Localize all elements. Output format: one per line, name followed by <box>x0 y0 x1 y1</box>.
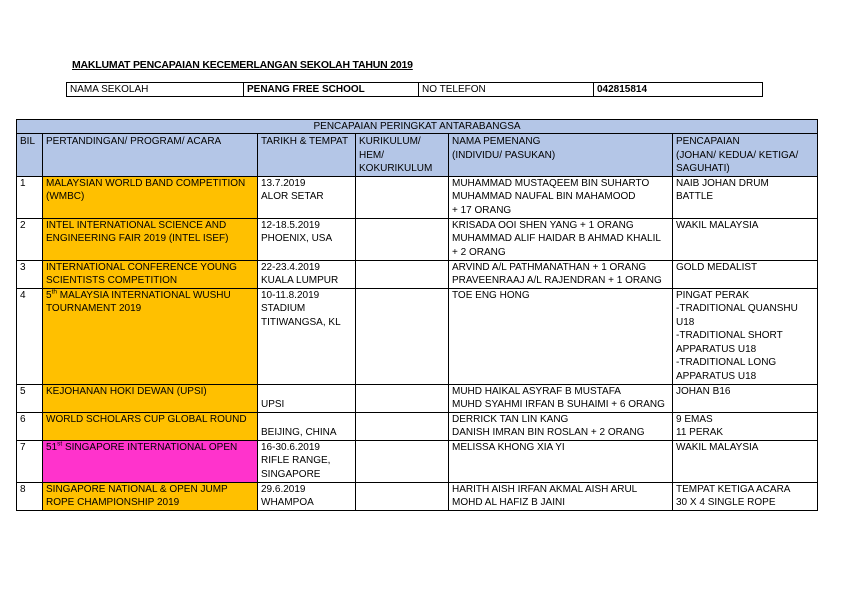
row-winner: MUHAMMAD MUSTAQEEM BIN SUHARTO MUHAMMAD NAUFAL BIN MAHAMOOD + 17 ORANG <box>449 176 673 218</box>
row-bil: 6 <box>17 412 43 440</box>
achievement-table <box>16 119 818 511</box>
row-category <box>356 384 449 412</box>
row-date-place: 22-23.4.2019 KUALA LUMPUR <box>258 260 356 288</box>
row-program-number: 5 <box>46 289 52 301</box>
row-achievement: NAIB JOHAN DRUM BATTLE <box>673 176 818 218</box>
header-program: PERTANDINGAN/ PROGRAM/ ACARA <box>43 134 258 177</box>
header-row <box>17 134 818 177</box>
row-bil: 1 <box>17 176 43 218</box>
row-winner: MUHD HAIKAL ASYRAF B MUSTAFA MUHD SYAHMI IRFAN B SUHAIMI + 6 ORANG <box>449 384 673 412</box>
row-category <box>356 412 449 440</box>
table-row <box>17 412 818 440</box>
row-program-ordinal: st <box>57 440 63 448</box>
row-category <box>356 260 449 288</box>
school-info-table <box>66 82 763 97</box>
row-date-place: UPSI <box>258 384 356 412</box>
table-row <box>17 482 818 510</box>
row-date-place: 16-30.6.2019 RIFLE RANGE, SINGAPORE <box>258 440 356 482</box>
table-row <box>17 440 818 482</box>
row-program: MALAYSIAN WORLD BAND COMPETITION (WMBC) <box>43 176 258 218</box>
row-date-place: 29.6.2019 WHAMPOA <box>258 482 356 510</box>
row-bil: 8 <box>17 482 43 510</box>
header-date-place: TARIKH & TEMPAT <box>258 134 356 177</box>
row-program-number: 51 <box>46 441 58 453</box>
row-achievement: GOLD MEDALIST <box>673 260 818 288</box>
row-achievement: JOHAN B16 <box>673 384 818 412</box>
row-date-place: 10-11.8.2019 STADIUM TITIWANGSA, KL <box>258 288 356 384</box>
table-row <box>17 384 818 412</box>
row-program-ordinal: th <box>51 288 57 296</box>
row-winner: TOE ENG HONG <box>449 288 673 384</box>
row-program: WORLD SCHOLARS CUP GLOBAL ROUND <box>43 412 258 440</box>
row-date-place: 12-18.5.2019 PHOENIX, USA <box>258 218 356 260</box>
row-bil: 5 <box>17 384 43 412</box>
row-program: INTEL INTERNATIONAL SCIENCE AND ENGINEERING FAIR 2019 (INTEL ISEF) <box>43 218 258 260</box>
header-achievement: PENCAPAIAN (JOHAN/ KEDUA/ KETIGA/ SAGUHATI) <box>673 134 818 177</box>
row-program: SINGAPORE NATIONAL & OPEN JUMP ROPE CHAMPIONSHIP 2019 <box>43 482 258 510</box>
row-achievement: WAKIL MALAYSIA <box>673 218 818 260</box>
row-program <box>43 288 258 384</box>
row-winner: MELISSA KHONG XIA YI <box>449 440 673 482</box>
page-title: MAKLUMAT PENCAPAIAN KECEMERLANGAN SEKOLAH TAHUN 2019 <box>72 59 413 71</box>
row-bil: 2 <box>17 218 43 260</box>
row-category <box>356 288 449 384</box>
phone-label: NO TELEFON <box>419 83 594 97</box>
table-row <box>17 218 818 260</box>
row-winner: DERRICK TAN LIN KANG DANISH IMRAN BIN ROSLAN + 2 ORANG <box>449 412 673 440</box>
table-row <box>17 288 818 384</box>
row-achievement: TEMPAT KETIGA ACARA 30 X 4 SINGLE ROPE <box>673 482 818 510</box>
row-category <box>356 440 449 482</box>
row-program: INTERNATIONAL CONFERENCE YOUNG SCIENTISTS COMPETITION <box>43 260 258 288</box>
row-winner: KRISADA OOI SHEN YANG + 1 ORANG MUHAMMAD ALIF HAIDAR B AHMAD KHALIL + 2 ORANG <box>449 218 673 260</box>
section-title-row <box>17 120 818 134</box>
row-program-text: MALAYSIA INTERNATIONAL WUSHU TOURNAMENT 2019 <box>46 289 231 314</box>
table-row <box>17 260 818 288</box>
row-bil: 3 <box>17 260 43 288</box>
row-winner: HARITH AISH IRFAN AKMAL AISH ARUL MOHD AL HAFIZ B JAINI <box>449 482 673 510</box>
header-winner: NAMA PEMENANG (INDIVIDU/ PASUKAN) <box>449 134 673 177</box>
row-program: KEJOHANAN HOKI DEWAN (UPSI) <box>43 384 258 412</box>
row-bil: 4 <box>17 288 43 384</box>
row-program <box>43 440 258 482</box>
row-achievement: WAKIL MALAYSIA <box>673 440 818 482</box>
school-info-row <box>67 83 763 97</box>
phone-value: 042815814 <box>594 83 763 97</box>
row-achievement: PINGAT PERAK -TRADITIONAL QUANSHU U18 -TRADITIONAL SHORT APPARATUS U18 -TRADITIONAL LONG APPARATUS U18 <box>673 288 818 384</box>
section-title: PENCAPAIAN PERINGKAT ANTARABANGSA <box>17 120 818 134</box>
school-name-label: NAMA SEKOLAH <box>67 83 244 97</box>
row-date-place: BEIJING, CHINA <box>258 412 356 440</box>
row-program-text: SINGAPORE INTERNATIONAL OPEN <box>62 441 238 453</box>
row-category <box>356 218 449 260</box>
row-winner: ARVIND A/L PATHMANATHAN + 1 ORANG PRAVEENRAAJ A/L RAJENDRAN + 1 ORANG <box>449 260 673 288</box>
row-achievement: 9 EMAS 11 PERAK <box>673 412 818 440</box>
header-bil: BIL <box>17 134 43 177</box>
row-category <box>356 482 449 510</box>
school-name-value: PENANG FREE SCHOOL <box>244 83 419 97</box>
row-bil: 7 <box>17 440 43 482</box>
row-date-place: 13.7.2019 ALOR SETAR <box>258 176 356 218</box>
header-category: KURIKULUM/ HEM/ KOKURIKULUM <box>356 134 449 177</box>
table-row <box>17 176 818 218</box>
row-category <box>356 176 449 218</box>
